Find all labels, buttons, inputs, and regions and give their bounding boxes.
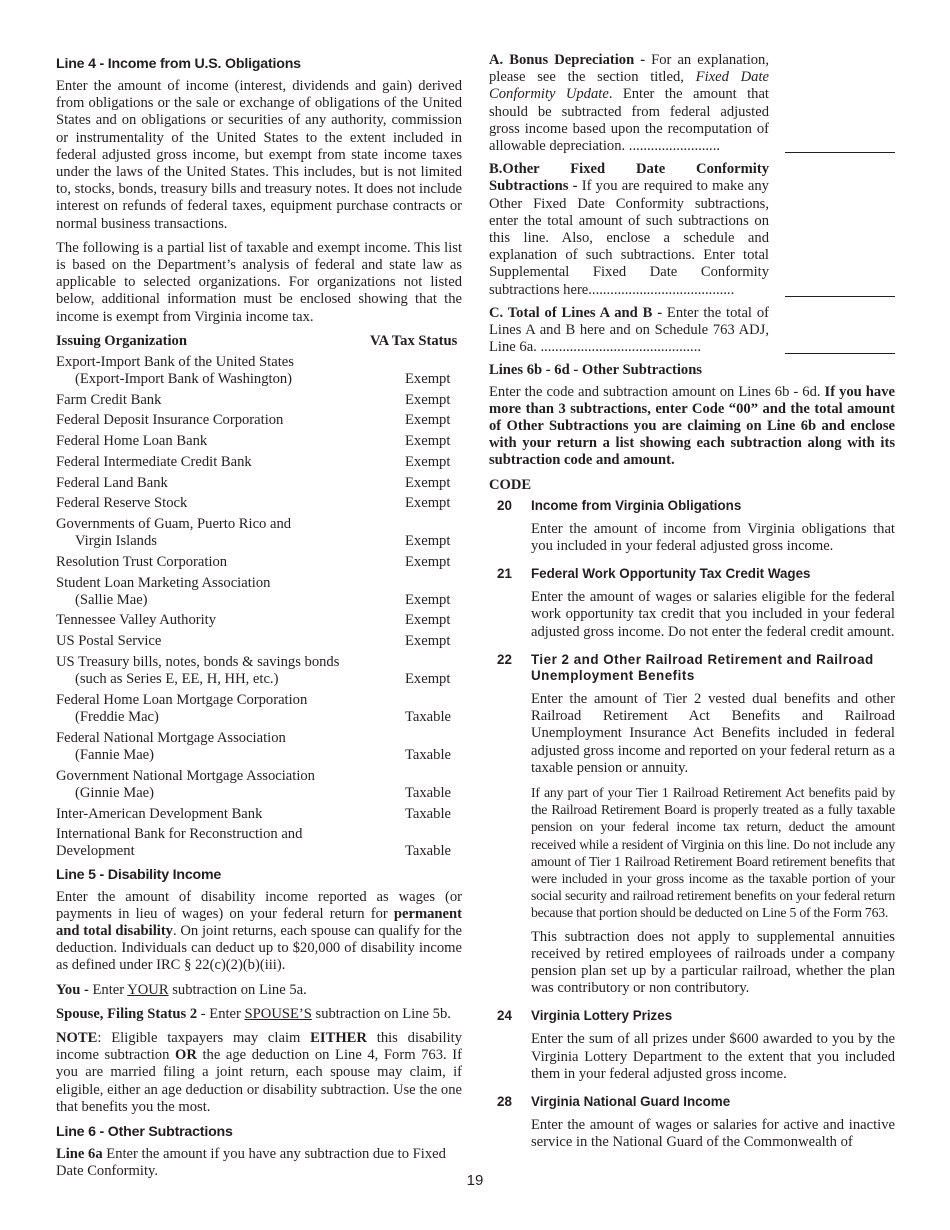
table-header-status: VA Tax Status xyxy=(370,332,458,349)
line5-heading: Line 5 - Disability Income xyxy=(56,866,222,883)
table-row xyxy=(56,454,462,471)
organization-name: Federal Reserve Stock xyxy=(56,495,188,512)
tax-status: Exempt xyxy=(405,612,451,629)
organization-name: Governments of Guam, Puerto Rico and Virgin Islands xyxy=(56,515,292,550)
code-description: Enter the amount of Tier 2 vested dual benefits and other Railroad Retirement Act Benefits and Railroad Unemployment Insurance Act Benefits included in federal adjusted gross income and reported on your federal return as a taxable pension or annuity. xyxy=(531,690,895,776)
code-description: If any part of your Tier 1 Railroad Retirement Act benefits paid by the Railroad Retirement Board is properly treated as a fully taxable pension on your federal income tax return, deduct the amount received while a resident of Virginia on this line. Do not include any amount of Tier 1 Railroad Retirement Board retirement benefits that were included in your gross income as the taxable portion of your social security and railroad retirement benefits on your federal return because that portion should be deducted on Line 5 of the Form 763. xyxy=(531,784,895,921)
code-title: Virginia Lottery Prizes xyxy=(531,1008,673,1024)
table-row xyxy=(56,516,462,550)
table-row xyxy=(56,575,462,609)
tax-status: Exempt xyxy=(405,553,451,570)
lines6bd-heading: Lines 6b - 6d - Other Subtractions xyxy=(489,362,702,379)
code-list xyxy=(489,498,895,1158)
table-row xyxy=(56,692,462,726)
code-number: 24 xyxy=(497,1008,512,1024)
tax-status: Taxable xyxy=(405,784,451,801)
tax-status: Taxable xyxy=(405,746,451,763)
organization-name: Inter-American Development Bank xyxy=(56,805,263,822)
code-heading: CODE xyxy=(489,476,532,493)
tax-status: Exempt xyxy=(405,371,451,388)
line4-heading: Line 4 - Income from U.S. Obligations xyxy=(56,56,301,72)
line6a-paragraph: Line 6a Enter the amount if you have any subtraction due to Fixed Date Conformity. xyxy=(56,1146,446,1180)
note-paragraph: NOTE: Eligible taxpayers may claim EITHER this disability income subtraction OR the age deduction on Line 4, Form 763. If you are married filing a joint return, each spouse may claim, if eligible, either an age deduction or disability subtraction. Use the one that benefits you the most. xyxy=(56,1030,462,1115)
code-title: Federal Work Opportunity Tax Credit Wages xyxy=(531,566,811,582)
organization-table xyxy=(56,354,462,861)
item-b-other-fixed-date: B.Other Fixed Date Conformity Subtractions - If you are required to make any Other Fixed Date Conformity subtractions, enter the total amount of such subtractions on this line. Also, enclose a schedule and explanation of such subtractions. Enter total Supplemental Fixed Date Conformity subtractions here........................................ xyxy=(489,161,895,299)
organization-name: Export-Import Bank of the United States (Export-Import Bank of Washington) xyxy=(56,353,294,388)
table-header xyxy=(56,333,462,350)
tax-status: Exempt xyxy=(405,633,451,650)
code-description: Enter the sum of all prizes under $600 awarded to you by the Virginia Lottery Department to the extent that you included them in your federal adjusted gross income. xyxy=(531,1031,895,1082)
table-header-org: Issuing Organization xyxy=(56,332,187,349)
organization-name: US Treasury bills, notes, bonds & savings bonds (such as Series E, EE, H, HH, etc.) xyxy=(56,653,340,688)
code-item xyxy=(489,1008,895,1090)
tax-status: Exempt xyxy=(405,391,451,408)
organization-name: Resolution Trust Corporation xyxy=(56,553,228,570)
table-row xyxy=(56,730,462,764)
organization-name: Tennessee Valley Authority xyxy=(56,612,217,629)
code-title: Tier 2 and Other Railroad Retirement and Railroad Unemployment Benefits xyxy=(531,651,874,683)
code-title: Virginia National Guard Income xyxy=(531,1093,731,1109)
organization-name: Federal Home Loan Bank xyxy=(56,433,208,450)
tax-status: Exempt xyxy=(405,474,451,491)
table-row xyxy=(56,475,462,492)
tax-status: Taxable xyxy=(405,709,451,725)
tax-status: Exempt xyxy=(405,591,451,608)
right-column xyxy=(489,52,895,1158)
line5-paragraph: Enter the amount of disability income reported as wages (or payments in lieu of wages) on your federal return for permanent and total disability. On joint returns, each spouse can qualify for the deduction. Individuals can deduct up to $20,000 of disability income as defined under IRC § 22(c)(2)(b)(iii). xyxy=(56,888,462,974)
code-item xyxy=(489,652,895,1004)
table-row xyxy=(56,768,462,802)
code-number: 28 xyxy=(497,1093,512,1109)
lines6bd-paragraph: Enter the code and subtraction amount on Lines 6b - 6d. If you have more than 3 subtractions, enter Code “00” and the total amount of Other Subtractions you are claiming on Line 6b and enclose with your return a list showing each subtraction along with its subtraction code and amount. xyxy=(489,383,895,469)
organization-name: Federal Deposit Insurance Corporation xyxy=(56,412,284,429)
table-row xyxy=(56,806,462,823)
table-row xyxy=(56,654,462,688)
organization-name: Farm Credit Bank xyxy=(56,391,162,408)
table-row xyxy=(56,826,462,860)
table-row xyxy=(56,554,462,571)
organization-name: Federal Intermediate Credit Bank xyxy=(56,453,252,470)
tax-status: Exempt xyxy=(405,671,451,688)
organization-name: Student Loan Marketing Association (Sallie Mae) xyxy=(56,574,271,608)
tax-status: Taxable xyxy=(405,805,451,822)
table-row xyxy=(56,495,462,512)
code-description: Enter the amount of income from Virginia obligations that you included in your federal adjusted gross income. xyxy=(531,520,895,555)
table-row xyxy=(56,392,462,409)
organization-name: Government National Mortgage Association (Ginnie Mae) xyxy=(56,767,315,801)
item-b-entry-line xyxy=(769,161,895,299)
tax-status: Exempt xyxy=(405,412,451,429)
tax-status: Exempt xyxy=(405,453,451,470)
line4-paragraph-1: Enter the amount of income (interest, dividends and gain) derived from obligations or the sale or exchange of obligations of the United States and on obligations or securities of any authority, commission or instrumentality of the United States to the extent included in federal adjusted gross income, but exempt from state income taxes under the laws of the United States. This includes, but is not limited to, stocks, bonds, treasury bills and treasury notes. It does not include interest on refunds of federal taxes, equipment purchase contracts or normal business transactions. xyxy=(56,78,462,232)
code-item xyxy=(489,498,895,562)
you-instruction: You - Enter YOUR subtraction on Line 5a. xyxy=(56,981,307,998)
item-a-bonus-depreciation: A. Bonus Depreciation - For an explanation, please see the section titled, Fixed Date Conformity Update. Enter the amount that should be subtracted from federal adjusted gross income based upon the recomputation of allowable depreciation. ......................... xyxy=(489,52,895,155)
page-number: 19 xyxy=(466,1172,484,1189)
left-column xyxy=(56,52,462,1187)
tax-status: Exempt xyxy=(405,533,451,550)
code-description: This subtraction does not apply to supplemental annuities received by retired employees of railroads under a company pension plan set up by a particular railroad, whether the plan was contributory or non contributory. xyxy=(531,928,895,997)
item-a-entry-line xyxy=(769,52,895,155)
code-number: 20 xyxy=(497,497,512,513)
organization-name: Federal National Mortgage Association (Fannie Mae) xyxy=(56,729,286,763)
code-number: 22 xyxy=(497,651,512,667)
organization-name: US Postal Service xyxy=(56,633,162,650)
table-row xyxy=(56,612,462,629)
code-item xyxy=(489,1094,895,1158)
organization-name: Federal Home Loan Mortgage Corporation (Freddie Mac) xyxy=(56,691,308,725)
table-row xyxy=(56,354,462,388)
code-item xyxy=(489,566,895,648)
code-title: Income from Virginia Obligations xyxy=(531,497,742,513)
line6-heading: Line 6 - Other Subtractions xyxy=(56,1124,233,1141)
spouse-instruction: Spouse, Filing Status 2 - Enter SPOUSE’S subtraction on Line 5b. xyxy=(56,1005,451,1022)
code-number: 21 xyxy=(497,566,512,582)
table-row xyxy=(56,633,462,650)
line4-paragraph-2: The following is a partial list of taxable and exempt income. This list is based on the Department’s analysis of federal and state law as applicable to selected organizations. For organizations not listed below, additional information must be enclosed showing that the income is exempt from Virginia income tax. xyxy=(56,239,462,325)
organization-name: International Bank for Reconstruction and Development xyxy=(56,826,303,860)
tax-status: Taxable xyxy=(405,843,451,860)
tax-status: Exempt xyxy=(405,495,451,512)
table-row xyxy=(56,433,462,450)
code-description: Enter the amount of wages or salaries eligible for the federal work opportunity tax credit that you included in your federal adjusted gross income. Do not enter the federal credit amount. xyxy=(531,589,895,640)
item-c-total: C. Total of Lines A and B - Enter the total of Lines A and B here and on Schedule 763 ADJ, Line 6a. ............................................ xyxy=(489,305,895,357)
table-row xyxy=(56,412,462,429)
tax-status: Exempt xyxy=(405,433,451,450)
item-c-entry-line xyxy=(769,305,895,357)
organization-name: Federal Land Bank xyxy=(56,474,168,491)
code-description: Enter the amount of wages or salaries for active and inactive service in the National Guard of the Commonwealth of xyxy=(531,1116,895,1151)
